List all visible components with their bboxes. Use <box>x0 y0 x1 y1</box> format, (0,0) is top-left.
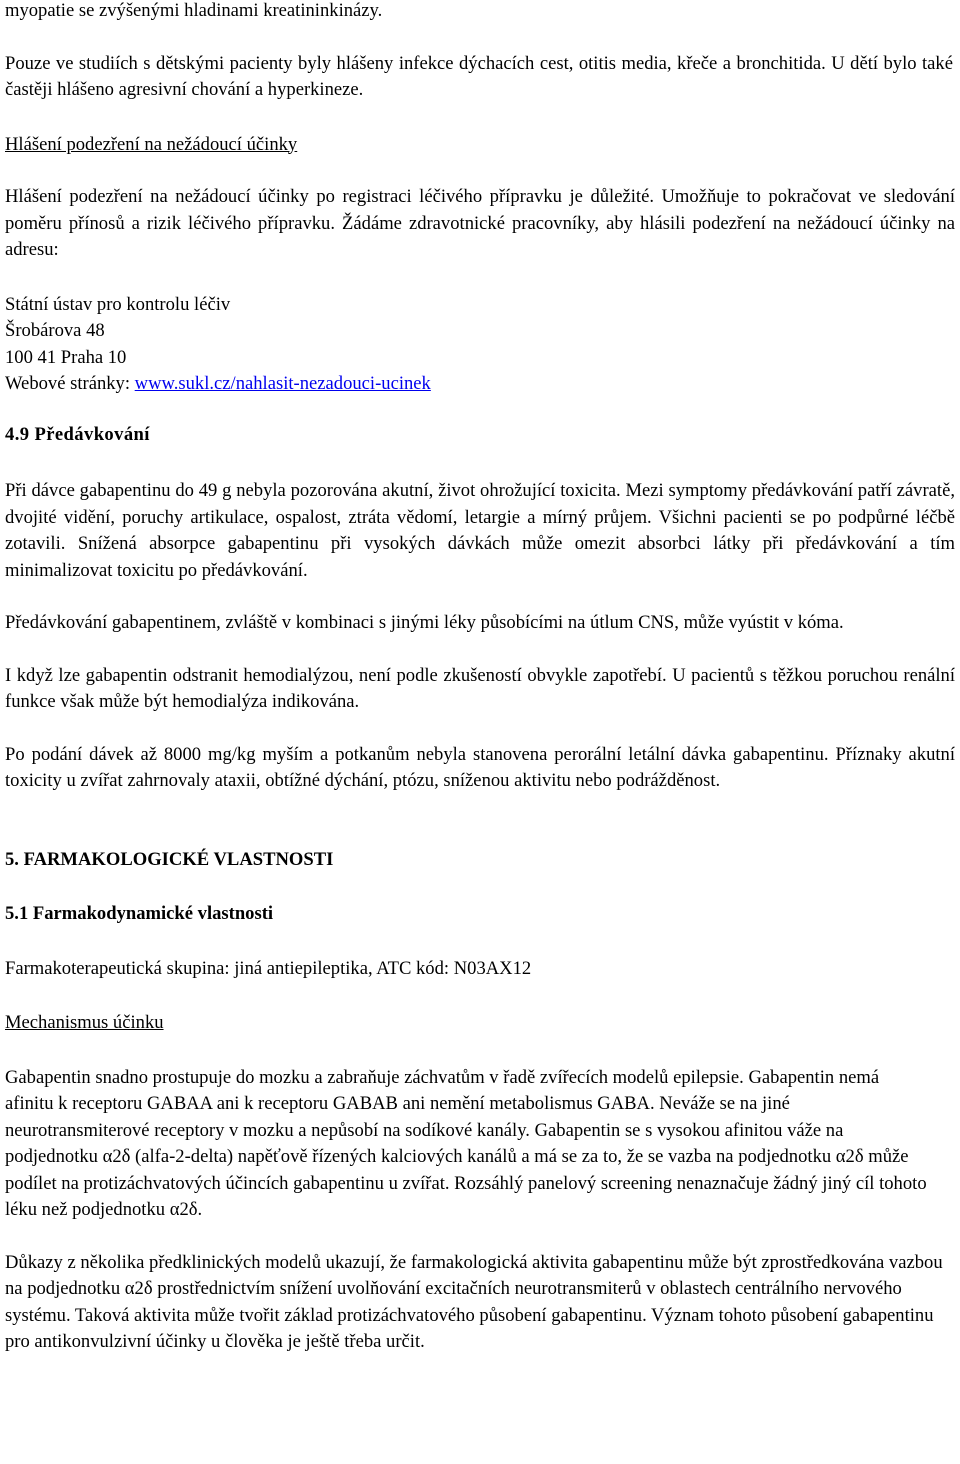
address-line-website <box>5 371 955 398</box>
address-block <box>5 292 955 398</box>
document-page <box>5 0 955 1356</box>
paragraph-mechanism-2: Důkazy z několika předklinických modelů ukazují, že farmakologická aktivita gabapentinu může být zprostředkována vazbou na podjednotku α2δ prostřednictvím snížení uvolňování excitačních neurotransmiterů v oblastech centrálního nervového systému. Taková aktivita může tvořit základ protizáchvatového působení gabapentinu. Význam tohoto působení gabapentinu pro antikonvulzivní účinky u člověka je ještě třeba určit. <box>5 1251 943 1352</box>
heading-mechanism: Mechanismus účinku <box>5 1012 164 1033</box>
paragraph-overdose-1: Při dávce gabapentinu do 49 g nebyla pozorována akutní, život ohrožující toxicita. Mezi symptomy předávkování patří závratě, dvojité vidění, poruchy artikulace, ospalost, ztráta vědomí, letargie a mírný průjem. Všichni pacienti se po podpůrné léčbě zotavili. Snížená absorpce gabapentinu při vysokých dávkách může omezit absorbci látky při předávkování a tím minimalizovat toxicitu po předávkování. <box>5 480 955 581</box>
paragraph-overdose-2: Předávkování gabapentinem, zvláště v kombinaci s jinými léky působícími na útlum CNS, může vyústit v kóma. <box>5 612 844 633</box>
address-line-street: Šrobárova 48 <box>5 320 105 341</box>
heading-overdose: 4.9 Předávkování <box>5 423 150 445</box>
paragraph-overdose-4: Po podání dávek až 8000 mg/kg myším a potkanům nebyla stanovena perorální letální dávka gabapentinu. Příznaky akutní toxicity u zvířat zahrnovaly ataxii, obtížné dýchání, ptózu, sníženou aktivitu nebo podrážděnost. <box>5 743 955 791</box>
text-line-top: myopatie se zvýšenými hladinami kreatininkinázy. <box>5 0 383 21</box>
heading-pharmacological-properties: 5. FARMAKOLOGICKÉ VLASTNOSTI <box>5 848 334 870</box>
address-line-institute: Státní ústav pro kontrolu léčiv <box>5 293 231 315</box>
paragraph-atc-code: Farmakoterapeutická skupina: jiná antiepileptika, ATC kód: N03AX12 <box>5 957 532 979</box>
paragraph-overdose-3: I když lze gabapentin odstranit hemodialýzou, není podle zkušeností obvykle zapotřebí. U pacientů s těžkou poruchou renální funkce však může být hemodialýza indikována. <box>5 664 955 712</box>
paragraph-adverse-reporting: Hlášení podezření na nežádoucí účinky po registraci léčivého přípravku je důležité. Umožňuje to pokračovat ve sledování poměru přínosů a rizik léčivého přípravku. Žádáme zdravotnické pracovníky, aby hlásili podezření na nežádoucí účinky na adresu: <box>5 186 955 260</box>
heading-pharmacodynamic-properties: 5.1 Farmakodynamické vlastnosti <box>5 903 274 924</box>
address-line-city: 100 41 Praha 10 <box>5 346 127 368</box>
paragraph-mechanism-1: Gabapentin snadno prostupuje do mozku a zabraňuje záchvatům v řadě zvířecích modelů epilepsie. Gabapentin nemá afinitu k receptoru GABAA ani k receptoru GABAB ani nemění metabolismus GABA. Neváže se na jiné neurotransmiterové receptory v mozku a nepůsobí na sodíkové kanály. Gabapentin se s vysokou afinitou váže na podjednotku α2δ (alfa-2-delta) napěťově řízených kalciových kanálů a má se za to, že se vazba na podjednotku α2δ může podílet na protizáchvatových účincích gabapentinu u zvířat. Rozsáhlý panelový screening nenaznačuje žádný jiný cíl tohoto léku než podjednotku α2δ. <box>5 1066 927 1220</box>
website-link[interactable]: www.sukl.cz/nahlasit-nezadouci-ucinek <box>134 373 431 394</box>
paragraph-children-adverse-effects: Pouze ve studiích s dětskými pacienty byly hlášeny infekce dýchacích cest, otitis media, křeče a bronchitida. U dětí bylo také častěji hlášeno agresivní chování a hyperkineze. <box>5 52 953 100</box>
website-label: Webové stránky: <box>5 373 135 394</box>
heading-adverse-reporting: Hlášení podezření na nežádoucí účinky <box>5 133 298 155</box>
